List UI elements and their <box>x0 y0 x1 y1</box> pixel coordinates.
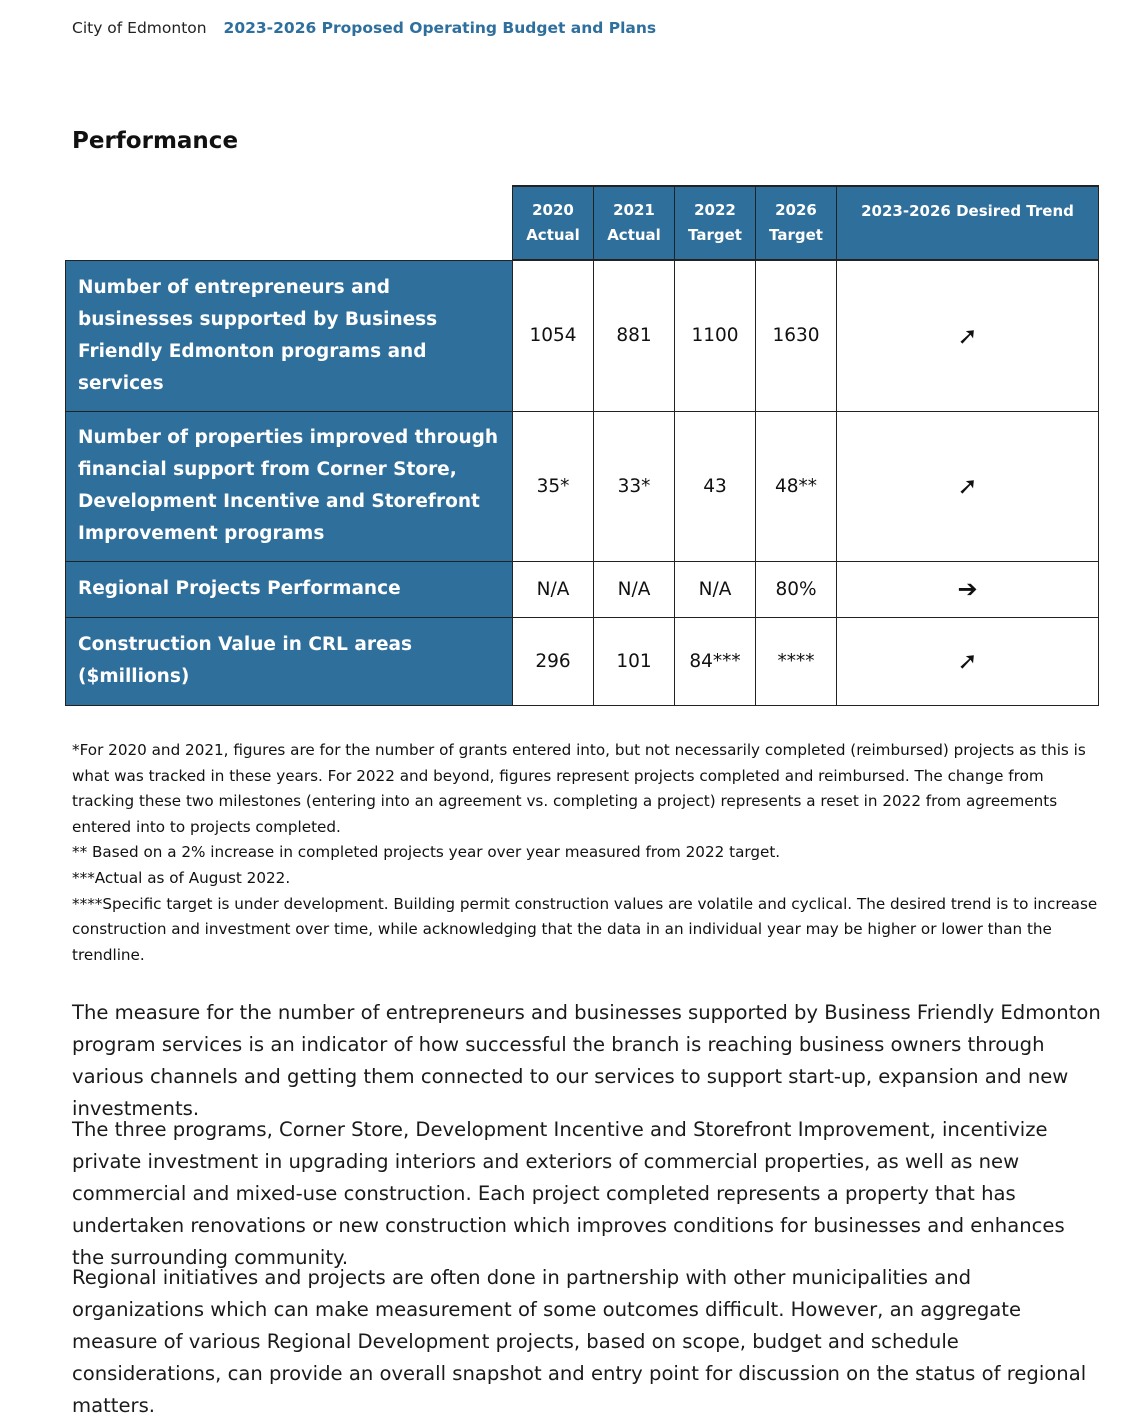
value-2026: 48** <box>756 411 837 561</box>
value-2021: 881 <box>594 260 675 411</box>
column-header-desired-trend: 2023-2026 Desired Trend <box>837 186 1099 260</box>
table-header-row <box>66 186 1099 260</box>
organization-name: City of Edmonton <box>72 19 207 37</box>
row-label: Regional Projects Performance <box>66 561 513 617</box>
value-2022: N/A <box>675 561 756 617</box>
performance-table <box>65 185 1099 706</box>
value-2020: 296 <box>513 617 594 705</box>
value-2026: 1630 <box>756 260 837 411</box>
column-header-2020: 2020 Actual <box>513 186 594 260</box>
arrow-right-icon: ➔ <box>837 561 1099 617</box>
footnote: ****Specific target is under development. Building permit construction values are volatile and cyclical. The desired trend is to increase construction and investment over time, while acknowledging that the data in an individual year may be higher or lower than the trendline. <box>72 894 1098 964</box>
arrow-up-right-icon: ➚ <box>837 617 1099 705</box>
body-paragraph: The three programs, Corner Store, Development Incentive and Storefront Improvement, incentivize private investment in upgrading interiors and exteriors of commercial properties, as well as new commercial and mixed-use construction. Each project completed represents a property that has undertaken renovations or new construction which improves conditions for businesses and enhances the surrounding community. <box>72 1118 1065 1269</box>
footnotes <box>72 738 1102 968</box>
table-row <box>66 617 1099 705</box>
table-row <box>66 260 1099 411</box>
footnote: *For 2020 and 2021, figures are for the number of grants entered into, but not necessarily completed (reimbursed) projects as this is what was tracked in these years. For 2022 and beyond, figures represent projects completed and reimbursed. The change from tracking these two milestones (entering into an agreement vs. completing a project) represents a reset in 2022 from agreements entered into to projects completed. <box>72 741 1086 836</box>
value-2022: 84*** <box>675 617 756 705</box>
arrow-up-right-icon: ➚ <box>837 260 1099 411</box>
value-2022: 1100 <box>675 260 756 411</box>
table-row <box>66 411 1099 561</box>
value-2021: N/A <box>594 561 675 617</box>
value-2026: 80% <box>756 561 837 617</box>
body-paragraph: The measure for the number of entrepreneurs and businesses supported by Business Friendly Edmonton program services is an indicator of how successful the branch is reaching business owners through various channels and getting them connected to our services to support start-up, expansion and new investments. <box>72 1001 1101 1120</box>
header-blank-cell <box>66 186 513 260</box>
table-row <box>66 561 1099 617</box>
page-header <box>72 19 656 37</box>
value-2021: 101 <box>594 617 675 705</box>
body-paragraph: Regional initiatives and projects are often done in partnership with other municipalities and organizations which can make measurement of some outcomes difficult. However, an aggregate measure of various Regional Development projects, based on scope, budget and schedule considerations, can provide an overall snapshot and entry point for discussion on the status of regional matters. <box>72 1266 1087 1417</box>
value-2022: 43 <box>675 411 756 561</box>
footnote: ***Actual as of August 2022. <box>72 868 291 887</box>
arrow-up-right-icon: ➚ <box>837 411 1099 561</box>
value-2020: 1054 <box>513 260 594 411</box>
footnote: ** Based on a 2% increase in completed projects year over year measured from 2022 target. <box>72 843 781 862</box>
column-header-2021: 2021 Actual <box>594 186 675 260</box>
column-header-2026: 2026 Target <box>756 186 837 260</box>
column-header-2022: 2022 Target <box>675 186 756 260</box>
value-2020: N/A <box>513 561 594 617</box>
document-title: 2023-2026 Proposed Operating Budget and Plans <box>223 19 657 37</box>
value-2020: 35* <box>513 411 594 561</box>
row-label: Number of entrepreneurs and businesses supported by Business Friendly Edmonton programs and services <box>66 260 513 411</box>
value-2026: **** <box>756 617 837 705</box>
section-title: Performance <box>72 128 239 154</box>
row-label: Number of properties improved through financial support from Corner Store, Development Incentive and Storefront Improvement programs <box>66 411 513 561</box>
value-2021: 33* <box>594 411 675 561</box>
row-label: Construction Value in CRL areas ($millions) <box>66 617 513 705</box>
